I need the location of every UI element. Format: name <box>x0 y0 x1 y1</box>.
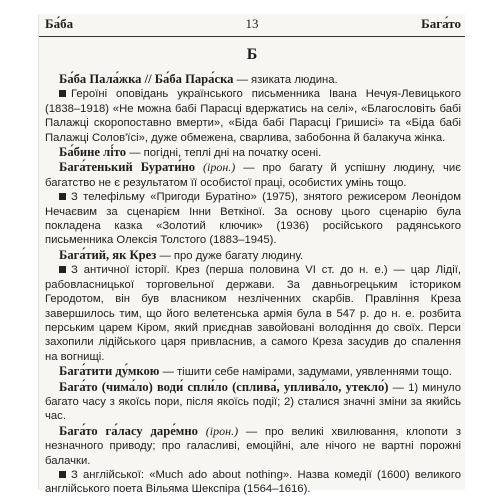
header-last-headword: Бага́то <box>421 16 461 31</box>
entry-headword: Бага́то га́ласу даре́мно <box>59 423 198 438</box>
entry-headword: Ба́ба Пала́жка // Ба́ба Пара́ска <box>59 72 234 86</box>
entry-definition: — 1) минуло багато часу з якоїсь пори, після якоїсь події; 2) сталися значні зміни за якийсь час. <box>45 381 461 423</box>
entry-definition: — про дуже багату людину. <box>156 249 304 262</box>
entry-commentary: З телефільму «Пригоди Буратіно» (1975), знятого режисером Леонідом Нечаєвим за сценарієм Інни Веткіної. За основу цього сценарію була покладена казка «Золотий ключик» (1936) російського радянського письменника Олексія Толстого (1883–1945). <box>45 191 461 247</box>
entry-commentary: З античної історії. Крез (перша половина VI ст. до н. е.) — цар Лідії, рабовласницької торговельної держави. За давньогрецьким істориком Геродотом, він був власником незліченних скарбів. Правління Креза завершилось тим, що його велетенська армія була в 547 р. до н. е. розбита перським царем Кіром, який приєднав завойовані володіння до своїх. Перси захопили лідійського царя привласнив, а самого Креза засудив до спалення на вогнищі. <box>45 264 461 363</box>
entry-commentary: З англійської: «Much ado about nothing». Назва комедії (1600) великого англійського поета Вільяма Шекспіра (1564–1616). <box>45 468 461 496</box>
square-bullet-icon <box>59 193 66 200</box>
dictionary-entry <box>45 145 461 160</box>
entry-definition: — про багату й успішну людину, чиє багатство не є результатом її особистої праці, особистих умінь тощо. <box>45 162 461 189</box>
entry-definition: — язиката людина. <box>233 74 338 86</box>
square-bullet-icon <box>59 471 66 478</box>
dictionary-entry <box>45 72 461 145</box>
dictionary-entry <box>45 424 461 497</box>
dictionary-entry <box>45 160 461 247</box>
dictionary-entry <box>45 248 461 364</box>
square-bullet-icon <box>59 90 66 97</box>
section-letter-heading: Б <box>246 46 258 63</box>
entry-commentary: Героїні оповідань українського письменника Івана Нечуя-Левицького (1838–1918) «Не можна бабі Парасці вдержатись на селі», «Благословіть бабі Палажці скоропоставно вмерти», «Біда бабі Парасці Гришисі» та «Біда бабі Палажці Солов'їсі», дуже обмежена, сварлива, забобонна й балакуча жінка. <box>45 88 461 144</box>
entry-headword: Бага́то (чима́ло) води́ спли́ло (сплива́, уплива́ло, утекло́) <box>59 379 389 394</box>
dictionary-page <box>38 14 465 496</box>
dictionary-entry <box>45 380 461 424</box>
square-bullet-icon <box>59 266 66 273</box>
header-first-headword: Ба́ба <box>45 16 74 31</box>
entry-headword: Ба́бине лі́то <box>59 145 127 160</box>
entry-headword: Бага́тенький Бурати́но <box>59 160 196 175</box>
entry-headword: Бага́тий, як Крез <box>59 247 157 262</box>
entry-definition: — тішити себе намірами, задумами, уявленнями тощо. <box>159 366 452 379</box>
dictionary-entry <box>45 364 461 379</box>
running-header <box>39 14 465 37</box>
entry-headword: Бага́тити ду́мкою <box>59 364 160 379</box>
page-number: 13 <box>245 16 259 31</box>
entry-usage-note: (ірон.) <box>203 160 236 175</box>
entry-usage-note: (ірон.) <box>205 423 239 438</box>
entry-definition: — погідні, теплі дні на початку осені. <box>126 147 322 160</box>
dictionary-entries <box>45 72 461 497</box>
entry-definition: — про великі хвилювання, клопоти з незначного приводу; про галасливі, емоційні, але нічого не вартні порожні балачки. <box>45 425 462 467</box>
